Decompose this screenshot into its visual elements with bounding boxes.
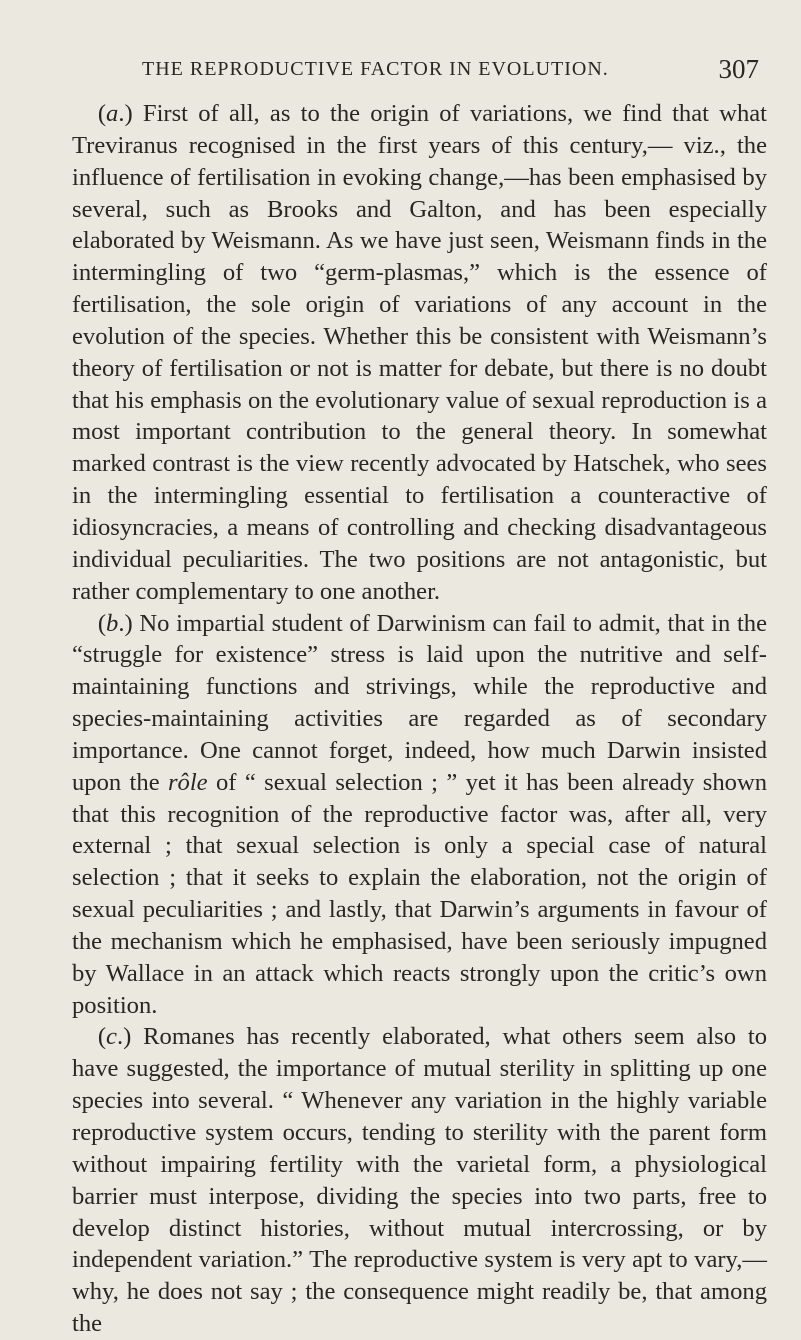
paragraph-marker-b: (b.)	[97, 609, 133, 637]
paragraph-c	[72, 1021, 767, 1339]
page-number: 307	[718, 54, 759, 84]
paragraph-a-text: First of all, as to the origin of variations, we find that what Treviranus recognised in the first years of this century,— viz., the influence of fertilisation in evoking change,—has been emphasised by several, such as Brooks and Galton, and has been especially elaborated by Weismann. As we have just seen, Weismann finds in the intermingling of two “germ-plasmas,” which is the essence of fertilisation, the sole origin of variations of any account in the evolution of the species. Whether this be consistent with Weismann’s theory of fertilisation or not is matter for debate, but there is no doubt that his emphasis on the evolutionary value of sexual reproduction is a most important contribution to the general theory. In somewhat marked contrast is the view recently advocated by Hatschek, who sees in the intermingling essential to fertilisation a counteractive of idiosyncracies, a means of controlling and checking disadvantageous individual peculiarities. The two positions are not antagonistic, but rather complementary to one another.	[72, 100, 767, 605]
body-text	[72, 98, 767, 1340]
paragraph-b	[72, 608, 767, 1022]
paragraph-marker-c: (c.)	[97, 1023, 132, 1051]
paragraph-a	[72, 98, 767, 608]
paragraph-b-text-before: No impartial student of Darwinism can fail to admit, that in the “struggle for existence” stress is laid upon the nutritive and self-maintaining functions and strivings, while the reproductive and species-maintaining activities are regarded as of secondary importance. One cannot forget, indeed, how much Darwin insisted upon the	[72, 609, 767, 796]
running-title: THE REPRODUCTIVE FACTOR IN EVOLUTION.	[142, 58, 609, 80]
paragraph-c-text: Romanes has recently elaborated, what others seem also to have suggested, the importance of mutual sterility in splitting up one species into several. “ Whenever any variation in the highly variable reproductive system occurs, tending to sterility with the parent form without impairing fertility with the varietal form, a physiological barrier must interpose, dividing the species into two parts, free to develop distinct histories, without mutual intercrossing, or by independent variation.” The reproductive system is very apt to vary,—why, he does not say ; the consequence might readily be, that among the	[72, 1023, 767, 1338]
paragraph-b-text-after: of “ sexual selection ; ” yet it has been already shown that this recognition of the reproductive factor was, after all, very external ; that sexual selection is only a special case of natural selection ; that it seeks to explain the elaboration, not the origin of sexual peculiarities ; and lastly, that Darwin’s arguments in favour of the mechanism which he emphasised, have been seriously impugned by Wallace in an attack which reacts strongly upon the critic’s own position.	[72, 768, 767, 1019]
italic-term-role: rôle	[167, 768, 208, 796]
running-header	[72, 54, 767, 94]
paragraph-marker-a: (a.)	[97, 100, 133, 127]
